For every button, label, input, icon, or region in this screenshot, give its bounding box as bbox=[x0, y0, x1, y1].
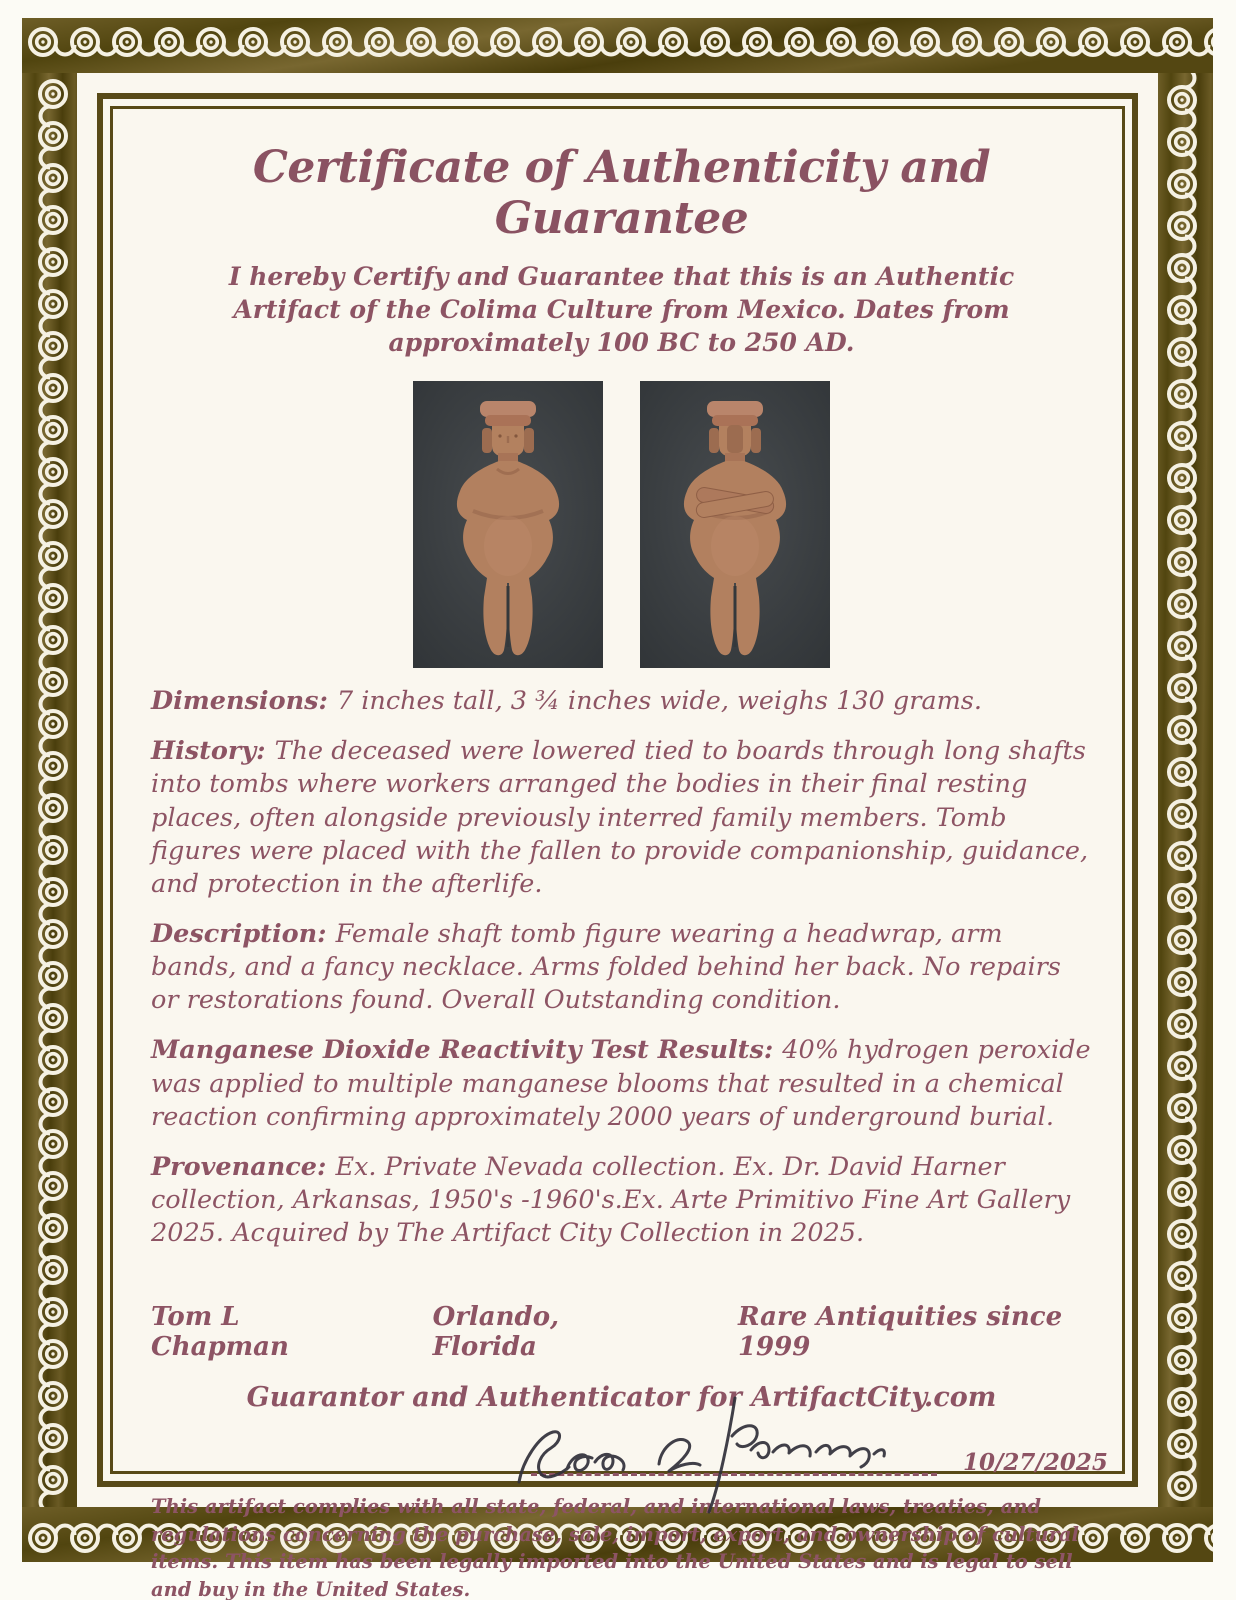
border-spiral-strip-top bbox=[22, 18, 1213, 73]
signature-date: 10/27/2025 bbox=[963, 1449, 1108, 1477]
border-spiral-strip-left bbox=[22, 73, 77, 1507]
border-spiral-strip-right bbox=[1158, 73, 1213, 1507]
history-section bbox=[151, 735, 1092, 901]
provenance-label: Provenance: bbox=[151, 1151, 327, 1182]
provenance-text: Ex. Private Nevada collection. Ex. Dr. David Harner collection, Arkansas, 1950's -1960's.Ex. Arte Primitivo Fine Art Gallery 2025. Acquired by The Artifact City Collection in 2025. bbox=[151, 1151, 1071, 1249]
history-label: History: bbox=[151, 736, 266, 767]
dimensions-label: Dimensions: bbox=[151, 686, 328, 717]
certificate-title: Certificate of Authenticity and Guarantee bbox=[252, 142, 991, 244]
decorative-border bbox=[22, 18, 1213, 1600]
figure-back-photo bbox=[640, 381, 830, 668]
legal-disclaimer: This artifact complies with all state, federal, and international laws, treaties, and regulations concerning the purchase, sale, import, export, and ownership of cultural items. This item has been legally imported into the United States and is legal to sell and buy in the United States. bbox=[151, 1495, 1079, 1600]
artifact-photos bbox=[151, 381, 1092, 668]
authenticator-location: Orlando, Florida bbox=[432, 1302, 560, 1363]
description-label: Description: bbox=[151, 919, 327, 950]
authenticator-row bbox=[151, 1302, 1092, 1362]
description-section bbox=[151, 918, 1092, 1017]
dimensions-text: 7 inches tall, 3 ¾ inches wide, weighs 130 grams. bbox=[336, 686, 982, 717]
certificate-content bbox=[113, 109, 1122, 1600]
manganese-test-section bbox=[151, 1034, 1092, 1133]
authenticator-tagline: Rare Antiquities since 1999 bbox=[737, 1302, 1063, 1363]
signature-block bbox=[151, 1423, 1108, 1485]
manganese-test-text: 40% hydrogen peroxide was applied to multiple manganese blooms that resulted in a chemical reaction confirming approximately 2000 years of underground burial. bbox=[151, 1035, 1091, 1132]
certificate-intro: I hereby Certify and Guarantee that this is an Authentic Artifact of the Colima Culture from Mexico. Dates from approximately 100 BC to 250 AD. bbox=[228, 262, 1015, 358]
dimensions-section bbox=[151, 685, 1092, 718]
provenance-section bbox=[151, 1151, 1092, 1250]
history-text: The deceased were lowered tied to boards through long shafts into tombs where workers arranged the bodies in their final resting places, often alongside previously interred family members. Tomb figures were placed with the fallen to provide companionship, guidance, and protection in the afterlife. bbox=[151, 736, 1089, 899]
guarantor-line: Guarantor and Authenticator for ArtifactCity.com bbox=[246, 1382, 997, 1414]
manganese-test-label: Manganese Dioxide Reactivity Test Results: bbox=[151, 1035, 774, 1066]
description-text: Female shaft tomb figure wearing a headwrap, arm bands, and a fancy necklace. Arms folded behind her back. No repairs or restorations found. Overall Outstanding condition. bbox=[151, 919, 1061, 1016]
signature-handwriting bbox=[503, 1390, 903, 1530]
authenticator-name: Tom L Chapman bbox=[151, 1302, 289, 1363]
figure-front-photo bbox=[413, 381, 603, 668]
